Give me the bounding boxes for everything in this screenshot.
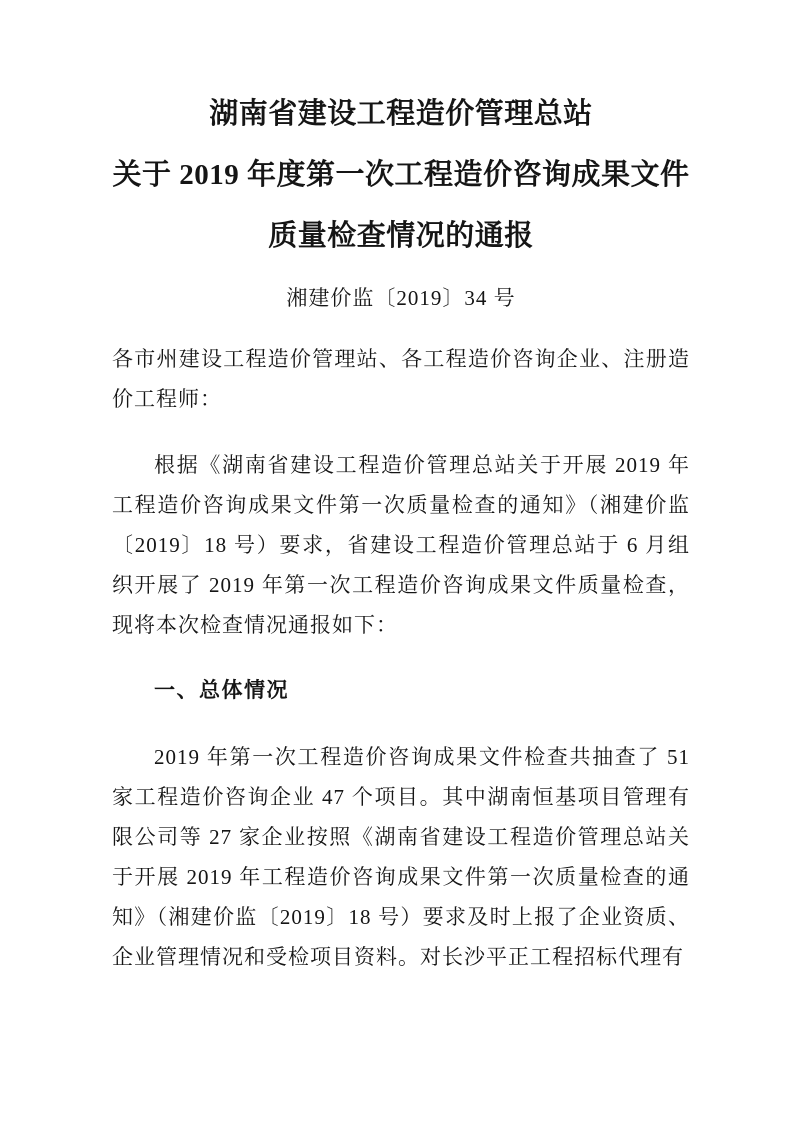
doc-number: 湘建价监〔2019〕34 号 [286, 286, 516, 310]
doc-body [112, 339, 690, 977]
doc-title-line-2: 关于 2019 年度第一次工程造价咨询成果文件 [112, 159, 690, 191]
doc-title-line-3: 质量检查情况的通报 [268, 220, 534, 252]
salutation: 各市州建设工程造价管理站、各工程造价咨询企业、注册造价工程师： [112, 347, 690, 411]
section-heading-1: 一、总体情况 [154, 679, 289, 702]
section-1-paragraph: 2019 年第一次工程造价咨询成果文件检查共抽查了 51 家工程造价咨询企业 47 个项目。其中湖南恒基项目管理有限公司等 27 家企业按照《湖南省建设工程造价管理总站关于开展 2019 年工程造价咨询成果文件第一次质量检查的通知》（湘建价监〔2019〕18 号）要求及时上报了企业资质、企业管理情况和受检项目资料。对长沙平正工程招标代理有 [112, 745, 690, 969]
doc-title-line-1: 湖南省建设工程造价管理总站 [209, 98, 593, 130]
doc-title [112, 84, 690, 267]
paragraph-intro: 根据《湖南省建设工程造价管理总站关于开展 2019 年工程造价咨询成果文件第一次质量检查的通知》（湘建价监〔2019〕18 号）要求，省建设工程造价管理总站于 6 月组织开展了 2019 年第一次工程造价咨询成果文件质量检查，现将本次检查情况通报如下： [112, 453, 690, 637]
